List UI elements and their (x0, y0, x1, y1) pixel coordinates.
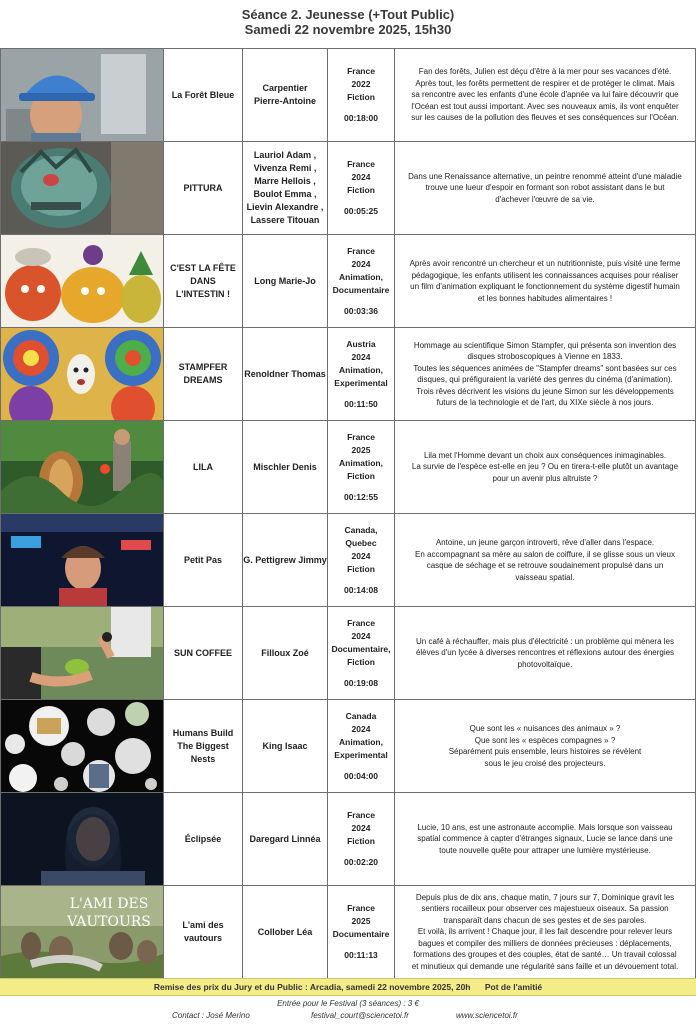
film-title (164, 607, 243, 700)
film-director (243, 142, 328, 235)
film-synopsis-line: disques stroboscopiques à Vienne en 1833. (467, 352, 623, 361)
film-still-image (1, 328, 163, 420)
film-director-line: Boulot Emma , (253, 189, 317, 199)
film-title-line: Nests (190, 753, 216, 764)
film-synopsis-line: Hommage au scientifique Simon Stampfer, qui présenta son invention des (413, 340, 677, 350)
film-duration: 00:18:00 (343, 113, 379, 123)
film-info-line: France (347, 431, 375, 442)
film-title-line: DREAMS (183, 375, 223, 385)
film-synopsis-line: bagues et compiler des milliers de données précieuses : déplacements, (418, 938, 672, 948)
film-row (1, 421, 696, 514)
film-title (164, 421, 243, 514)
film-still-image (1, 700, 163, 792)
film-duration: 00:14:08 (343, 584, 379, 595)
film-duration: 00:11:13 (344, 950, 378, 960)
film-title (164, 886, 243, 979)
film-still-image (1, 49, 163, 141)
film-synopsis-line: Fan des forêts, Julien est déçu d'être à la mer pour ses vacances d'été. (418, 67, 672, 77)
film-title-line: L'INTESTIN ! (175, 288, 231, 299)
film-title (164, 328, 243, 421)
film-synopsis-line: sentiers rocailleux pour observer ces majestueux oiseaux. Sa passion (421, 904, 669, 914)
film-synopsis-line: et les bonnes habitudes alimentaires ! (477, 293, 613, 303)
film-info-line: Documentaire, (331, 643, 391, 654)
film-title-line: L'ami des (182, 920, 224, 930)
film-title-line: Éclipsée (184, 833, 222, 844)
film-synopsis-line: Que sont les « espèces compagnes » ? (474, 735, 616, 745)
film-title-line: DANS (190, 275, 216, 286)
film-director-line: Carpentier (262, 83, 308, 93)
film-synopsis-line: l'Océan est tout aussi important. Avec ses nouveaux amis, ils vont enquêter (411, 101, 679, 111)
film-synopsis (395, 514, 696, 607)
film-director-line: Mischler Denis (253, 461, 317, 472)
film-thumbnail-cell (1, 793, 164, 886)
film-synopsis (395, 700, 696, 793)
film-director (243, 235, 328, 328)
film-row (1, 700, 696, 793)
film-synopsis-line: élèves d'un lycée à diverses rencontres et réflexions autour des énergies (415, 648, 675, 658)
film-duration: 00:03:36 (343, 305, 379, 316)
film-title-line: PITTURA (183, 182, 223, 193)
film-info (328, 328, 395, 421)
film-synopsis-line: vaisseau spatial. (515, 572, 575, 582)
film-info-line: 2022 (351, 79, 371, 89)
film-director-line: Lauriol Adam , (253, 150, 317, 160)
film-synopsis-line: Après tout, les forêts permettent de respirer et de protéger le climat. Mais (415, 78, 675, 88)
film-synopsis (395, 235, 696, 328)
film-info-line: Animation, (339, 736, 383, 747)
entry-price: Entrée pour le Festival (3 séances) : 3 € (277, 999, 419, 1008)
film-synopsis (395, 421, 696, 514)
film-synopsis-line: transparaît dans chacun de ses gestes et de ses paroles. (443, 915, 647, 925)
film-info-line: Fiction (347, 92, 375, 102)
film-info (328, 607, 395, 700)
film-info-line: Fiction (347, 470, 375, 481)
film-info-line: France (347, 617, 375, 628)
film-title-line: STAMPFER (178, 362, 228, 372)
film-info-line: Canada, (344, 524, 378, 535)
film-director-line: G. Pettigrew Jimmy (243, 554, 327, 565)
film-info-line: Documentaire (332, 284, 390, 295)
film-synopsis-line: pour un avenir plus altruiste ? (492, 473, 598, 483)
film-info (328, 514, 395, 607)
film-info (328, 700, 395, 793)
film-director (243, 514, 328, 607)
film-info-line: Animation, (339, 271, 383, 282)
film-director-line: Vivenza Remi , (253, 163, 317, 173)
page-header (0, 0, 696, 48)
film-synopsis (395, 886, 696, 979)
film-still-image (1, 142, 163, 234)
film-info-line: Experimental (334, 377, 388, 388)
film-synopsis-line: d'achever l'œuvre de sa vie. (495, 194, 595, 204)
film-title-line: Petit Pas (183, 554, 223, 565)
film-info-line: 2025 (351, 444, 371, 455)
film-info (328, 886, 395, 979)
film-info-line: France (347, 903, 375, 913)
film-synopsis (395, 607, 696, 700)
film-info (328, 793, 395, 886)
film-info-line: 2024 (351, 550, 371, 561)
film-info-line: France (347, 66, 375, 76)
thumb-text-2: VAUTOURS (67, 914, 151, 930)
film-director (243, 793, 328, 886)
film-director (243, 700, 328, 793)
film-director (243, 421, 328, 514)
film-still-image (1, 793, 163, 885)
film-director (243, 49, 328, 142)
film-synopsis-line: sur les causes de la pollution des fleuves et ses conséquences sur l'Océan. (411, 113, 679, 123)
film-synopsis (395, 328, 696, 421)
film-info-line: 2024 (351, 258, 371, 269)
film-title-line: SUN COFFEE (173, 647, 232, 658)
film-info-line: France (347, 810, 375, 820)
film-synopsis-line: spatial commence à capter d'étranges signaux, Lucie se lance dans une (417, 834, 673, 844)
film-info (328, 421, 395, 514)
film-title-line: The Biggest (177, 740, 229, 751)
film-director-line: Daregard Linnéa (249, 833, 321, 844)
film-row (1, 514, 696, 607)
film-info-line: Quebec (345, 537, 377, 548)
film-synopsis (395, 49, 696, 142)
film-title-line: vautours (183, 933, 222, 943)
film-still-image (1, 235, 163, 327)
film-synopsis-line: sa rencontre avec les enfants d'une école d'apnée va lui faire découvrir que (411, 90, 679, 100)
film-title (164, 793, 243, 886)
film-info-line: Austria (346, 338, 376, 349)
awards-band (0, 978, 696, 996)
film-synopsis-line: futurs de la technologie et de l'art, du XIXe siècle à nos jours. (436, 398, 654, 407)
film-info-line: Fiction (347, 563, 375, 574)
film-synopsis-line: Un café à réchauffer, mais plus d'électricité : un problème qui mènera les (416, 636, 674, 646)
film-still-image (1, 514, 163, 606)
film-thumbnail-cell (1, 886, 164, 979)
film-row (1, 328, 696, 421)
film-synopsis-line: Que sont les « nuisances des animaux » ? (469, 724, 621, 733)
film-duration: 00:11:50 (344, 398, 378, 409)
film-director-line: Lievin Alexandre , (246, 202, 324, 212)
film-row (1, 49, 696, 142)
film-director-line: Marre Hellois , (254, 176, 316, 186)
drink-text: Pot de l'amitié (484, 982, 543, 992)
film-synopsis-line: pédagogique, les enfants utilisent les connaissances acquises pour réaliser (411, 270, 679, 280)
film-info-line: Fiction (347, 185, 375, 195)
film-info (328, 49, 395, 142)
film-duration: 00:05:25 (343, 206, 379, 216)
film-synopsis-line: toute nouvelle quête pour attraper une lumière mystérieuse. (439, 845, 651, 855)
film-synopsis-line: et minutieux qui demande une régularité sans faille et un dévouement total. (411, 961, 679, 971)
film-info-line: Animation, (339, 364, 383, 375)
film-info-line: Fiction (347, 836, 375, 846)
film-director-line: Pierre-Antoine (253, 96, 316, 106)
film-thumbnail-cell (1, 514, 164, 607)
session-title: Séance 2. Jeunesse (+Tout Public) (241, 7, 455, 22)
film-row (1, 607, 696, 700)
film-synopsis-line: formations des groupes et des couples, état de santé… Un travail colossal (413, 950, 677, 960)
film-director (243, 607, 328, 700)
film-thumbnail-cell (1, 421, 164, 514)
film-synopsis-line: La survie de l'espèce est-elle en jeu ? Ou en tirera-t-elle plutôt un avantage (411, 462, 679, 472)
film-still-image (1, 421, 163, 513)
film-synopsis-line: trouve une lueur d'espoir en formant son robot assistant dans le but (425, 183, 665, 193)
website-link[interactable]: www.sciencetoi.fr (456, 1011, 518, 1020)
film-director-line: Filloux Zoé (261, 647, 309, 658)
film-title (164, 235, 243, 328)
film-synopsis-line: Depuis plus de dix ans, chaque matin, 7 jours sur 7, Dominique gravit les (415, 892, 675, 902)
film-row (1, 235, 696, 328)
film-duration: 00:12:55 (343, 491, 379, 502)
film-info-line: 2025 (351, 916, 371, 926)
film-still-image (1, 607, 163, 699)
film-synopsis-line: Toutes les séquences animées de "Stampfer dreams" sont basées sur ces (413, 363, 677, 373)
film-title-line: LILA (193, 461, 213, 472)
contact-name: Contact : José Merino (172, 1011, 250, 1020)
film-thumbnail-cell (1, 142, 164, 235)
film-row (1, 142, 696, 235)
film-info (328, 142, 395, 235)
film-synopsis (395, 142, 696, 235)
film-thumbnail-cell (1, 700, 164, 793)
film-thumbnail-cell (1, 235, 164, 328)
contact-email[interactable]: festival_court@sciencetoi.fr (311, 1011, 409, 1020)
contact-line (0, 1010, 696, 1022)
film-synopsis-line: Et voilà, ils arrivent ! Chaque jour, il les fait descendre pour relever leurs (417, 927, 673, 937)
film-thumbnail-cell (1, 328, 164, 421)
film-director-line: Renoldner Thomas (244, 368, 326, 379)
films-table (0, 48, 696, 979)
film-info-line: Canada (345, 710, 377, 721)
film-synopsis-line: Après avoir rencontré un chercheur et un nutritionniste, puis visité une ferme (409, 259, 681, 268)
film-synopsis-line: sous le jeu croisé des projecteurs. (484, 758, 606, 768)
awards-text: Remise des prix du Jury et du Public : Arcadia, samedi 22 novembre 2025, 20h (153, 982, 471, 992)
film-director-line: Lassere Titouan (250, 215, 320, 225)
film-info-line: 2024 (351, 823, 371, 833)
film-info-line: Experimental (334, 749, 388, 760)
film-director (243, 886, 328, 979)
film-title (164, 49, 243, 142)
film-duration: 00:19:08 (343, 677, 379, 688)
film-synopsis-line: Lila met l'Homme devant un choix aux conséquences inimaginables. (423, 450, 667, 460)
film-title (164, 700, 243, 793)
film-info-line: 2024 (351, 351, 371, 362)
film-synopsis-line: photovoltaïque. (517, 659, 573, 669)
film-synopsis-line: En accompagnant sa mère au salon de coiffure, il se glisse sous un vieux (415, 549, 675, 559)
film-title-line: C'EST LA FÊTE (170, 262, 236, 273)
session-date: Samedi 22 novembre 2025, 15h30 (244, 22, 452, 37)
film-duration: 00:04:00 (343, 770, 379, 781)
film-director (243, 328, 328, 421)
film-thumbnail-cell (1, 49, 164, 142)
film-synopsis-line: Trois rêves décrivent les visions du jeune Simon sur les développements (416, 386, 674, 396)
film-synopsis-line: Séparément puis ensemble, leurs histoires se révèlent (448, 747, 642, 756)
film-director-line: Collober Léa (257, 926, 313, 937)
film-synopsis (395, 793, 696, 886)
film-title (164, 514, 243, 607)
film-synopsis-line: Dans une Renaissance alternative, un peintre renommé atteint d'une maladie (408, 171, 682, 181)
film-title-line: Humans Build (172, 727, 234, 738)
film-synopsis-line: un film d'animation expliquant le fonctionnement du système digestif humain (410, 282, 680, 291)
film-row (1, 793, 696, 886)
film-info-line: Documentaire (332, 929, 390, 939)
film-info-line: France (347, 159, 375, 169)
film-info-line: 2024 (351, 723, 371, 734)
thumb-text-1: L'AMI DES (69, 896, 149, 912)
film-info-line: Animation, (339, 457, 383, 468)
film-director-line: King Isaac (262, 740, 308, 751)
film-info-line: 2024 (351, 630, 371, 641)
film-info-line: France (347, 245, 375, 256)
film-info (328, 235, 395, 328)
film-title (164, 142, 243, 235)
film-director-line: Long Marie-Jo (254, 275, 316, 286)
film-info-line: 2024 (351, 172, 371, 182)
film-synopsis-line: casque de séchage et se retrouve soudainement propulsé dans un (426, 561, 664, 570)
film-synopsis-line: disques, qui préfiguraient la variété des genres du cinéma (d'animation). (417, 375, 673, 384)
film-synopsis-line: Lucie, 10 ans, est une astronaute accomplie. Mais lorsque son vaisseau (417, 822, 673, 832)
film-row (1, 886, 696, 979)
film-duration: 00:02:20 (343, 857, 379, 867)
film-synopsis-line: Antoine, un jeune garçon introverti, rêve d'aller dans l'espace. (435, 538, 655, 547)
film-still-image (1, 886, 163, 978)
film-thumbnail-cell (1, 607, 164, 700)
film-info-line: Fiction (347, 656, 375, 667)
film-title-line: La Forêt Bleue (171, 89, 235, 100)
